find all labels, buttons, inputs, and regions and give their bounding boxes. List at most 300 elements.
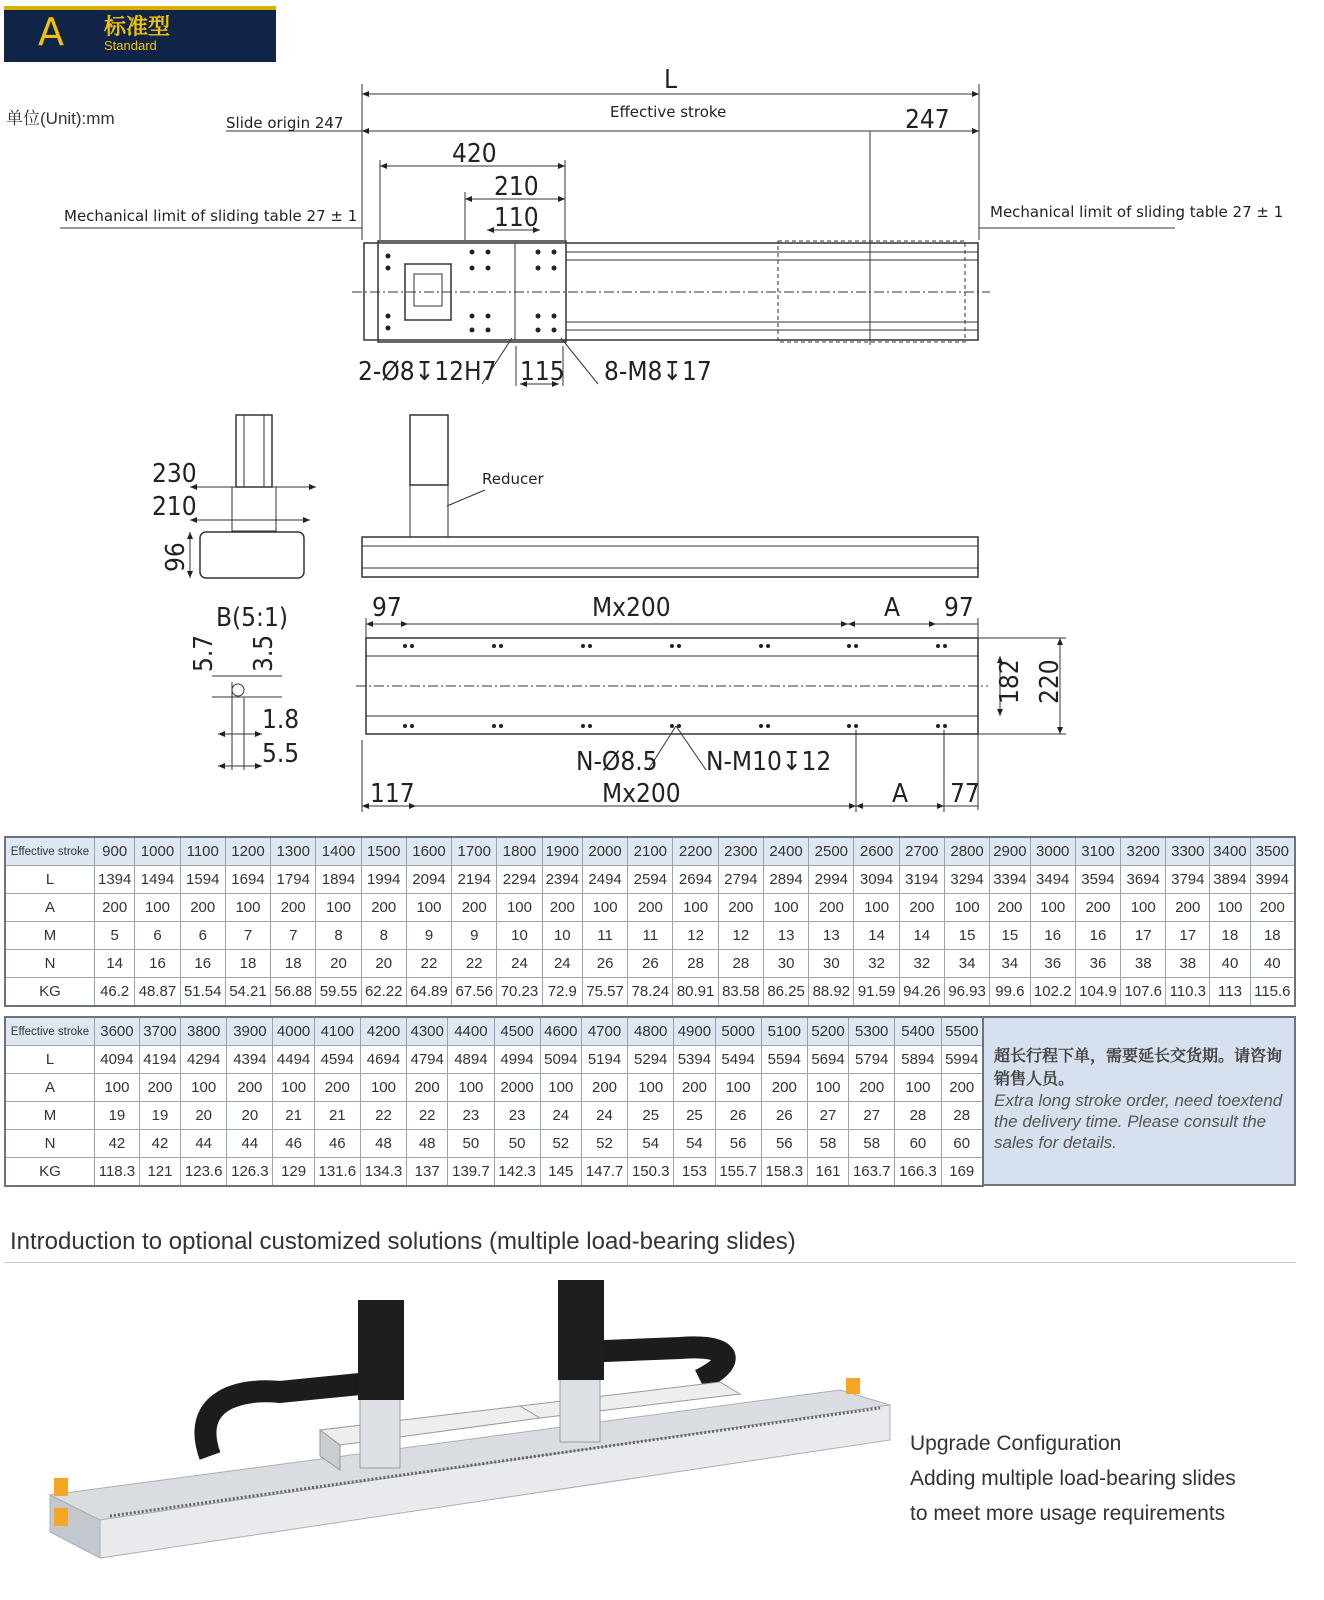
dim-L: L — [664, 65, 678, 95]
table-cell: 14 — [854, 922, 899, 950]
table-cell: 9 — [452, 922, 497, 950]
table-cell: 100 — [316, 894, 361, 922]
table-cell: 163.7 — [849, 1158, 895, 1187]
detail-b-title: B(5:1) — [216, 603, 288, 633]
row-header: Effective stroke — [5, 1017, 95, 1046]
table-cell: 3000 — [1030, 837, 1075, 866]
table-cell: 1794 — [271, 866, 316, 894]
table-cell: 3394 — [990, 866, 1030, 894]
long-stroke-note-cn: 超长行程下单，需要延长交货期。请咨询销售人员。 — [994, 1046, 1283, 1088]
table-cell: 200 — [407, 1074, 448, 1102]
table-cell: 1900 — [542, 837, 582, 866]
table-cell: 200 — [271, 894, 316, 922]
table-cell: 100 — [181, 1074, 227, 1102]
table-cell: 72.9 — [542, 978, 582, 1007]
dim-a-top: A — [884, 593, 900, 623]
table-row — [5, 1130, 983, 1158]
table-cell: 67.56 — [452, 978, 497, 1007]
table-cell: 100 — [895, 1074, 941, 1102]
dim-77: 77 — [950, 779, 980, 809]
table-cell: 1700 — [452, 837, 497, 866]
upgrade-line-1: Upgrade Configuration — [910, 1432, 1122, 1455]
table-row — [5, 1046, 983, 1074]
table-cell: 107.6 — [1121, 978, 1166, 1007]
table-cell: 4400 — [448, 1017, 494, 1046]
table-cell: 2700 — [899, 837, 944, 866]
dim-a-bottom: A — [892, 779, 908, 809]
table-cell: 200 — [990, 894, 1030, 922]
table-cell: 16 — [135, 950, 180, 978]
table-cell: 5500 — [941, 1017, 983, 1046]
table-cell: 12 — [718, 922, 763, 950]
table-cell: 2694 — [673, 866, 718, 894]
table-cell: 3294 — [944, 866, 989, 894]
table-cell: 26 — [582, 950, 627, 978]
table-cell: 20 — [227, 1102, 273, 1130]
table-cell: 36 — [1075, 950, 1120, 978]
table-cell: 3894 — [1210, 866, 1250, 894]
table-cell: 145 — [540, 1158, 581, 1187]
table-cell: 4694 — [360, 1046, 406, 1074]
table-cell: 20 — [361, 950, 406, 978]
table-cell: 153 — [674, 1158, 715, 1187]
table-cell: 4900 — [674, 1017, 715, 1046]
table-cell: 60 — [895, 1130, 941, 1158]
table-cell: 3494 — [1030, 866, 1075, 894]
table-cell: 1594 — [180, 866, 225, 894]
dim-mx200-top: Mx200 — [592, 593, 671, 623]
table-cell: 126.3 — [227, 1158, 273, 1187]
table-cell: 200 — [542, 894, 582, 922]
table-cell: 5300 — [849, 1017, 895, 1046]
table-cell: 129 — [273, 1158, 314, 1187]
table-row — [5, 1017, 983, 1046]
table-cell: 123.6 — [181, 1158, 227, 1187]
table-cell: 137 — [407, 1158, 448, 1187]
table-cell: 28 — [673, 950, 718, 978]
table-cell: 200 — [899, 894, 944, 922]
table-cell: 200 — [180, 894, 225, 922]
table-cell: 46.2 — [95, 978, 135, 1007]
table-cell: 62.22 — [361, 978, 406, 1007]
badge-title-cn: 标准型 — [104, 15, 171, 40]
table-cell: 104.9 — [1075, 978, 1120, 1007]
table-cell: 48.87 — [135, 978, 180, 1007]
pin-callout: 2-Ø8↧12H7 — [358, 357, 497, 387]
dim-97-left: 97 — [372, 593, 402, 623]
table-cell: 15 — [944, 922, 989, 950]
table-cell: 46 — [273, 1130, 314, 1158]
dim-mx200-bottom: Mx200 — [602, 779, 681, 809]
table-cell: 4100 — [314, 1017, 360, 1046]
table-cell: 2500 — [809, 837, 854, 866]
table-cell: 2194 — [452, 866, 497, 894]
table-cell: 100 — [1210, 894, 1250, 922]
badge-title-en: Standard — [104, 38, 157, 53]
table-cell: 21 — [314, 1102, 360, 1130]
table-cell: 100 — [854, 894, 899, 922]
table-cell: 200 — [361, 894, 406, 922]
table-cell: 22 — [452, 950, 497, 978]
table-cell: 100 — [540, 1074, 581, 1102]
table-cell: 70.23 — [497, 978, 542, 1007]
table-cell: 2900 — [990, 837, 1030, 866]
table-cell: 4300 — [407, 1017, 448, 1046]
dim-247: 247 — [905, 105, 950, 135]
table-cell: 28 — [895, 1102, 941, 1130]
table-cell: 20 — [316, 950, 361, 978]
table-cell: 83.58 — [718, 978, 763, 1007]
table-cell: 1300 — [271, 837, 316, 866]
table-cell: 59.55 — [316, 978, 361, 1007]
table-cell: 4800 — [628, 1017, 674, 1046]
table-cell: 5394 — [674, 1046, 715, 1074]
divider — [4, 1262, 1296, 1263]
table-cell: 11 — [582, 922, 627, 950]
table-cell: 2794 — [718, 866, 763, 894]
table-cell: 2000 — [494, 1074, 540, 1102]
table-cell: 5994 — [941, 1046, 983, 1074]
table-cell: 3500 — [1250, 837, 1295, 866]
dim-230: 230 — [152, 459, 197, 489]
table-cell: 200 — [941, 1074, 983, 1102]
table-cell: 2094 — [406, 866, 451, 894]
table-cell: 1200 — [225, 837, 270, 866]
thread-callout-bottom: N-M10↧12 — [706, 747, 832, 777]
table-cell: 131.6 — [314, 1158, 360, 1187]
table-cell: 4000 — [273, 1017, 314, 1046]
table-cell: 75.57 — [582, 978, 627, 1007]
table-cell: 5294 — [628, 1046, 674, 1074]
table-cell: 200 — [849, 1074, 895, 1102]
dim-110: 110 — [494, 203, 539, 233]
table-cell: 142.3 — [494, 1158, 540, 1187]
table-cell: 4894 — [448, 1046, 494, 1074]
table-cell: 1500 — [361, 837, 406, 866]
table-cell: 4394 — [227, 1046, 273, 1074]
table-cell: 2294 — [497, 866, 542, 894]
table-cell: 2800 — [944, 837, 989, 866]
row-header: L — [5, 866, 95, 894]
table-cell: 48 — [360, 1130, 406, 1158]
table-cell: 24 — [581, 1102, 627, 1130]
product-illustration — [40, 1280, 900, 1580]
mech-limit-right: Mechanical limit of sliding table 27 ± 1 — [990, 203, 1284, 221]
thread-callout: 8-M8↧17 — [604, 357, 712, 387]
table-cell: 4194 — [139, 1046, 180, 1074]
table-cell: 100 — [673, 894, 718, 922]
table-cell: 40 — [1210, 950, 1250, 978]
table-cell: 100 — [944, 894, 989, 922]
table-cell: 4600 — [540, 1017, 581, 1046]
table-cell: 2200 — [673, 837, 718, 866]
table-cell: 34 — [944, 950, 989, 978]
table-cell: 91.59 — [854, 978, 899, 1007]
table-cell: 32 — [899, 950, 944, 978]
row-header: KG — [5, 1158, 95, 1187]
table-cell: 200 — [1166, 894, 1210, 922]
table-cell: 18 — [225, 950, 270, 978]
long-stroke-note-en: Extra long stroke order, need toextend the delivery time. Please consult the sales for details. — [994, 1091, 1283, 1152]
table-cell: 6 — [180, 922, 225, 950]
table-cell: 64.89 — [406, 978, 451, 1007]
table-cell: 1494 — [135, 866, 180, 894]
table-cell: 27 — [807, 1102, 848, 1130]
table-cell: 44 — [181, 1130, 227, 1158]
table-cell: 121 — [139, 1158, 180, 1187]
table-cell: 96.93 — [944, 978, 989, 1007]
table-cell: 5494 — [715, 1046, 761, 1074]
table-cell: 134.3 — [360, 1158, 406, 1187]
dim-210: 210 — [494, 172, 539, 202]
table-cell: 1394 — [95, 866, 135, 894]
table-cell: 200 — [95, 894, 135, 922]
table-cell: 110.3 — [1166, 978, 1210, 1007]
table-cell: 18 — [1210, 922, 1250, 950]
table-cell: 113 — [1210, 978, 1250, 1007]
table-cell: 26 — [628, 950, 673, 978]
table-cell: 5794 — [849, 1046, 895, 1074]
table-cell: 54.21 — [225, 978, 270, 1007]
table-cell: 28 — [941, 1102, 983, 1130]
upgrade-line-3: to meet more usage requirements — [910, 1502, 1226, 1525]
dim-slide-origin: Slide origin 247 — [226, 114, 344, 132]
table-cell: 5200 — [807, 1017, 848, 1046]
table-cell: 166.3 — [895, 1158, 941, 1187]
table-row — [5, 837, 1295, 866]
table-cell: 3300 — [1166, 837, 1210, 866]
table-cell: 5594 — [761, 1046, 807, 1074]
table-cell: 50 — [494, 1130, 540, 1158]
table-cell: 100 — [1121, 894, 1166, 922]
row-header: M — [5, 922, 95, 950]
table-cell: 22 — [360, 1102, 406, 1130]
table-cell: 1100 — [180, 837, 225, 866]
table-cell: 15 — [990, 922, 1030, 950]
table-cell: 21 — [273, 1102, 314, 1130]
table-cell: 1600 — [406, 837, 451, 866]
table-cell: 18 — [271, 950, 316, 978]
table-cell: 22 — [407, 1102, 448, 1130]
table-cell: 3194 — [899, 866, 944, 894]
table-cell: 24 — [497, 950, 542, 978]
table-cell: 100 — [497, 894, 542, 922]
table-cell: 200 — [581, 1074, 627, 1102]
table-cell: 30 — [809, 950, 854, 978]
table-cell: 4200 — [360, 1017, 406, 1046]
table-cell: 3694 — [1121, 866, 1166, 894]
table-cell: 20 — [181, 1102, 227, 1130]
dim-220: 220 — [1035, 659, 1065, 704]
spec-table-1 — [4, 836, 1296, 1007]
table-cell: 44 — [227, 1130, 273, 1158]
table-cell: 5 — [95, 922, 135, 950]
table-cell: 102.2 — [1030, 978, 1075, 1007]
dim-5-5: 5.5 — [262, 739, 300, 769]
table-cell: 94.26 — [899, 978, 944, 1007]
badge-letter: A — [38, 10, 64, 54]
table-cell: 900 — [95, 837, 135, 866]
table-cell: 1400 — [316, 837, 361, 866]
table-cell: 155.7 — [715, 1158, 761, 1187]
table-cell: 3400 — [1210, 837, 1250, 866]
dim-3-5: 3.5 — [249, 634, 279, 672]
table-cell: 200 — [1075, 894, 1120, 922]
table-cell: 2400 — [763, 837, 808, 866]
table-cell: 12 — [673, 922, 718, 950]
table-cell: 78.24 — [628, 978, 673, 1007]
table-cell: 3594 — [1075, 866, 1120, 894]
table-cell: 58 — [807, 1130, 848, 1158]
table-cell: 42 — [139, 1130, 180, 1158]
table-cell: 25 — [628, 1102, 674, 1130]
table-cell: 200 — [761, 1074, 807, 1102]
table-cell: 38 — [1121, 950, 1166, 978]
table-cell: 2300 — [718, 837, 763, 866]
table-cell: 19 — [139, 1102, 180, 1130]
table-cell: 18 — [1250, 922, 1295, 950]
table-cell: 3800 — [181, 1017, 227, 1046]
table-cell: 3600 — [95, 1017, 140, 1046]
table-cell: 2894 — [763, 866, 808, 894]
table-cell: 16 — [1075, 922, 1120, 950]
table-cell: 9 — [406, 922, 451, 950]
row-header: A — [5, 894, 95, 922]
table-cell: 19 — [95, 1102, 140, 1130]
table-cell: 100 — [628, 1074, 674, 1102]
dim-97-right: 97 — [944, 593, 974, 623]
table-cell: 5100 — [761, 1017, 807, 1046]
dim-115: 115 — [520, 357, 565, 387]
table-cell: 4994 — [494, 1046, 540, 1074]
row-header: A — [5, 1074, 95, 1102]
dim-1-8: 1.8 — [262, 705, 300, 735]
table-cell: 4094 — [95, 1046, 140, 1074]
unit-label: 单位(Unit):mm — [6, 109, 115, 128]
table-cell: 10 — [497, 922, 542, 950]
table-cell: 7 — [271, 922, 316, 950]
table-cell: 42 — [95, 1130, 140, 1158]
table-cell: 54 — [674, 1130, 715, 1158]
table-cell: 56 — [761, 1130, 807, 1158]
table-cell: 4500 — [494, 1017, 540, 1046]
table-cell: 200 — [718, 894, 763, 922]
table-row — [5, 1158, 983, 1187]
table-cell: 200 — [809, 894, 854, 922]
table-cell: 100 — [95, 1074, 140, 1102]
table-cell: 150.3 — [628, 1158, 674, 1187]
table-cell: 56 — [715, 1130, 761, 1158]
table-cell: 50 — [448, 1130, 494, 1158]
table-row — [5, 950, 1295, 978]
table-cell: 5000 — [715, 1017, 761, 1046]
table-cell: 10 — [542, 922, 582, 950]
upgrade-line-2: Adding multiple load-bearing slides — [910, 1467, 1236, 1490]
table-cell: 200 — [227, 1074, 273, 1102]
row-header: M — [5, 1102, 95, 1130]
row-header: L — [5, 1046, 95, 1074]
table-cell: 4494 — [273, 1046, 314, 1074]
table-cell: 100 — [225, 894, 270, 922]
table-cell: 13 — [763, 922, 808, 950]
table-row — [5, 894, 1295, 922]
table-cell: 4594 — [314, 1046, 360, 1074]
upgrade-config-text — [910, 1426, 1236, 1531]
table-cell: 32 — [854, 950, 899, 978]
table-cell: 48 — [407, 1130, 448, 1158]
table-cell: 5894 — [895, 1046, 941, 1074]
table-cell: 2394 — [542, 866, 582, 894]
table-row — [5, 1102, 983, 1130]
table-cell: 3094 — [854, 866, 899, 894]
table-cell: 100 — [715, 1074, 761, 1102]
table-cell: 200 — [628, 894, 673, 922]
reducer-label: Reducer — [482, 470, 544, 488]
table-cell: 115.6 — [1250, 978, 1295, 1007]
table-cell: 147.7 — [581, 1158, 627, 1187]
table-cell: 86.25 — [763, 978, 808, 1007]
table-cell: 2594 — [628, 866, 673, 894]
table-cell: 161 — [807, 1158, 848, 1187]
table-cell: 27 — [849, 1102, 895, 1130]
table-row — [5, 922, 1295, 950]
table-cell: 1000 — [135, 837, 180, 866]
table-cell: 24 — [542, 950, 582, 978]
table-cell: 16 — [1030, 922, 1075, 950]
table-cell: 26 — [761, 1102, 807, 1130]
table-cell: 118.3 — [95, 1158, 140, 1187]
table-cell: 3100 — [1075, 837, 1120, 866]
table-cell: 60 — [941, 1130, 983, 1158]
table-cell: 30 — [763, 950, 808, 978]
table-cell: 3994 — [1250, 866, 1295, 894]
table-cell: 169 — [941, 1158, 983, 1187]
table-cell: 46 — [314, 1130, 360, 1158]
spec-table-2 — [4, 1016, 984, 1187]
table-cell: 3794 — [1166, 866, 1210, 894]
table-cell: 100 — [406, 894, 451, 922]
table-row — [5, 1074, 983, 1102]
dim-182: 182 — [995, 659, 1025, 704]
row-header: KG — [5, 978, 95, 1007]
table-cell: 40 — [1250, 950, 1295, 978]
table-cell: 11 — [628, 922, 673, 950]
table-row — [5, 978, 1295, 1007]
table-cell: 23 — [494, 1102, 540, 1130]
table-cell: 4700 — [581, 1017, 627, 1046]
table-cell: 51.54 — [180, 978, 225, 1007]
table-cell: 4294 — [181, 1046, 227, 1074]
table-cell: 7 — [225, 922, 270, 950]
hole-callout: N-Ø8.5 — [576, 747, 658, 777]
table-cell: 24 — [540, 1102, 581, 1130]
table-cell: 22 — [406, 950, 451, 978]
table-cell: 99.6 — [990, 978, 1030, 1007]
table-cell: 1800 — [497, 837, 542, 866]
table-cell: 8 — [316, 922, 361, 950]
table-cell: 100 — [582, 894, 627, 922]
table-cell: 38 — [1166, 950, 1210, 978]
table-cell: 5400 — [895, 1017, 941, 1046]
table-cell: 16 — [180, 950, 225, 978]
table-cell: 158.3 — [761, 1158, 807, 1187]
table-cell: 200 — [314, 1074, 360, 1102]
row-header: N — [5, 950, 95, 978]
dim-effective-stroke: Effective stroke — [610, 103, 727, 121]
table-cell: 100 — [807, 1074, 848, 1102]
table-cell: 100 — [273, 1074, 314, 1102]
table-cell: 26 — [715, 1102, 761, 1130]
